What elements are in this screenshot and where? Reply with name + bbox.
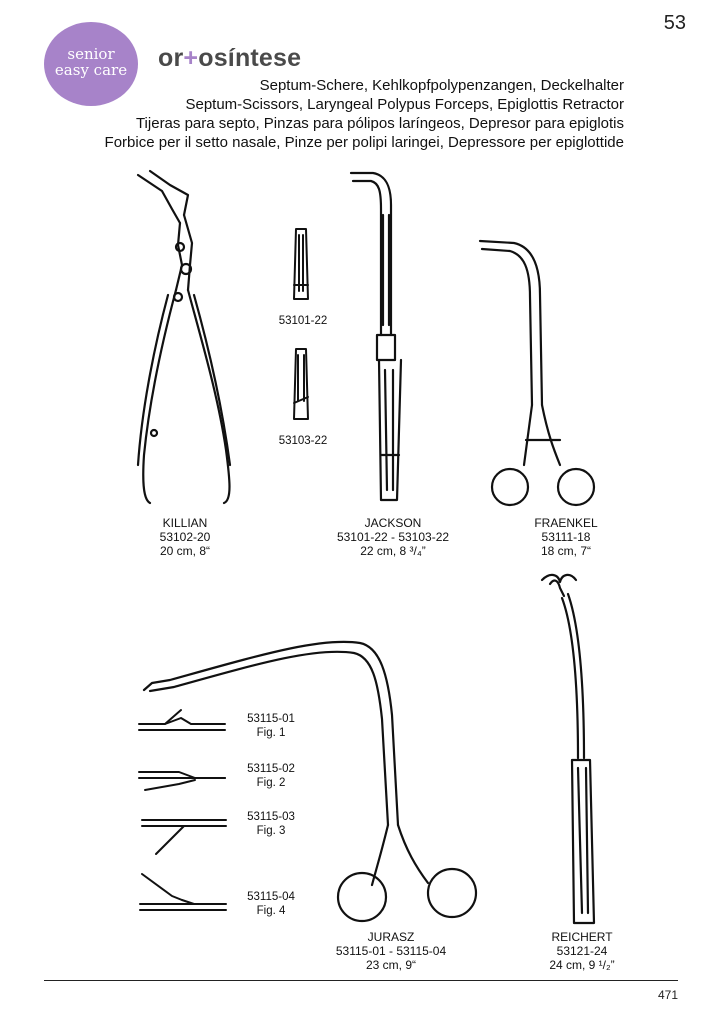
footer-rule xyxy=(44,980,678,981)
jurasz-fig1-code: 53115-01 xyxy=(247,713,295,725)
killian-scissors-illustration xyxy=(120,165,250,510)
brand-part-2: osíntese xyxy=(198,44,302,72)
jurasz-tip-fig2-illustration xyxy=(135,762,230,796)
footer-page-number: 471 xyxy=(657,988,678,1002)
jackson-size: 22 cm, 8 ³/₄” xyxy=(360,544,426,558)
jurasz-fig2-code: 53115-02 xyxy=(247,763,295,775)
logo-line-1: senior xyxy=(67,45,115,63)
jackson-tip-53101-illustration xyxy=(290,225,314,305)
brand-part-1: or xyxy=(158,44,184,72)
heading-english: Septum-Scissors, Laryngeal Polypus Forceps, Epiglottis Retractor xyxy=(185,96,624,113)
jurasz-size: 23 cm, 9“ xyxy=(365,958,416,972)
jackson-code: 53101-22 - 53103-22 xyxy=(336,530,450,544)
reichert-caption xyxy=(549,930,614,972)
jackson-tip-2-label: 53103-22 xyxy=(278,435,328,447)
killian-name: KILLIAN xyxy=(162,516,208,530)
jackson-tip-53103-illustration xyxy=(290,345,314,425)
jurasz-fig2-name: Fig. 2 xyxy=(256,777,286,789)
killian-caption xyxy=(160,516,211,558)
jackson-name: JACKSON xyxy=(364,516,422,530)
jurasz-fig4-label xyxy=(247,890,295,918)
jackson-forceps-illustration xyxy=(345,165,415,505)
heading-italian: Forbice per il setto nasale, Pinze per polipi laringei, Depressore per epiglottide xyxy=(104,134,624,151)
jurasz-fig2-label xyxy=(247,762,295,790)
fraenkel-name: FRAENKEL xyxy=(534,516,598,530)
jurasz-code: 53115-01 - 53115-04 xyxy=(335,944,447,958)
jurasz-fig4-name: Fig. 4 xyxy=(256,905,286,917)
jurasz-fig3-name: Fig. 3 xyxy=(256,825,286,837)
page-headings xyxy=(105,76,624,152)
jurasz-caption xyxy=(336,930,446,972)
jurasz-fig4-code: 53115-04 xyxy=(247,891,295,903)
fraenkel-size: 18 cm, 7“ xyxy=(540,544,592,558)
jurasz-tip-fig4-illustration xyxy=(136,870,230,920)
reichert-code: 53121-24 xyxy=(556,944,608,958)
jurasz-tip-fig1-illustration xyxy=(135,706,230,736)
fraenkel-forceps-illustration xyxy=(470,235,620,510)
killian-code: 53102-20 xyxy=(159,530,211,544)
jurasz-name: JURASZ xyxy=(367,930,415,944)
brand-plus: + xyxy=(183,44,199,72)
page-number: 53 xyxy=(663,12,686,34)
jurasz-fig1-name: Fig. 1 xyxy=(256,727,286,739)
jackson-tip-1-label: 53101-22 xyxy=(278,315,328,327)
reichert-retractor-illustration xyxy=(528,568,608,928)
fraenkel-caption xyxy=(534,516,597,558)
brand-name xyxy=(158,44,301,73)
jurasz-tip-fig3-illustration xyxy=(138,810,230,860)
logo-line-2: easy care xyxy=(54,61,128,79)
heading-german: Septum-Schere, Kehlkopfpolypenzangen, Deckelhalter xyxy=(259,77,624,94)
jurasz-fig3-label xyxy=(247,810,295,838)
heading-spanish: Tijeras para septo, Pinzas para pólipos laríngeos, Depresor para epiglotis xyxy=(135,115,624,132)
killian-size: 20 cm, 8“ xyxy=(159,544,210,558)
fraenkel-code: 53111-18 xyxy=(541,530,591,544)
jackson-caption xyxy=(337,516,449,558)
reichert-size: 24 cm, 9 ¹/₂” xyxy=(549,958,615,972)
jurasz-fig1-label xyxy=(247,712,295,740)
jurasz-fig3-code: 53115-03 xyxy=(247,811,295,823)
reichert-name: REICHERT xyxy=(551,930,613,944)
